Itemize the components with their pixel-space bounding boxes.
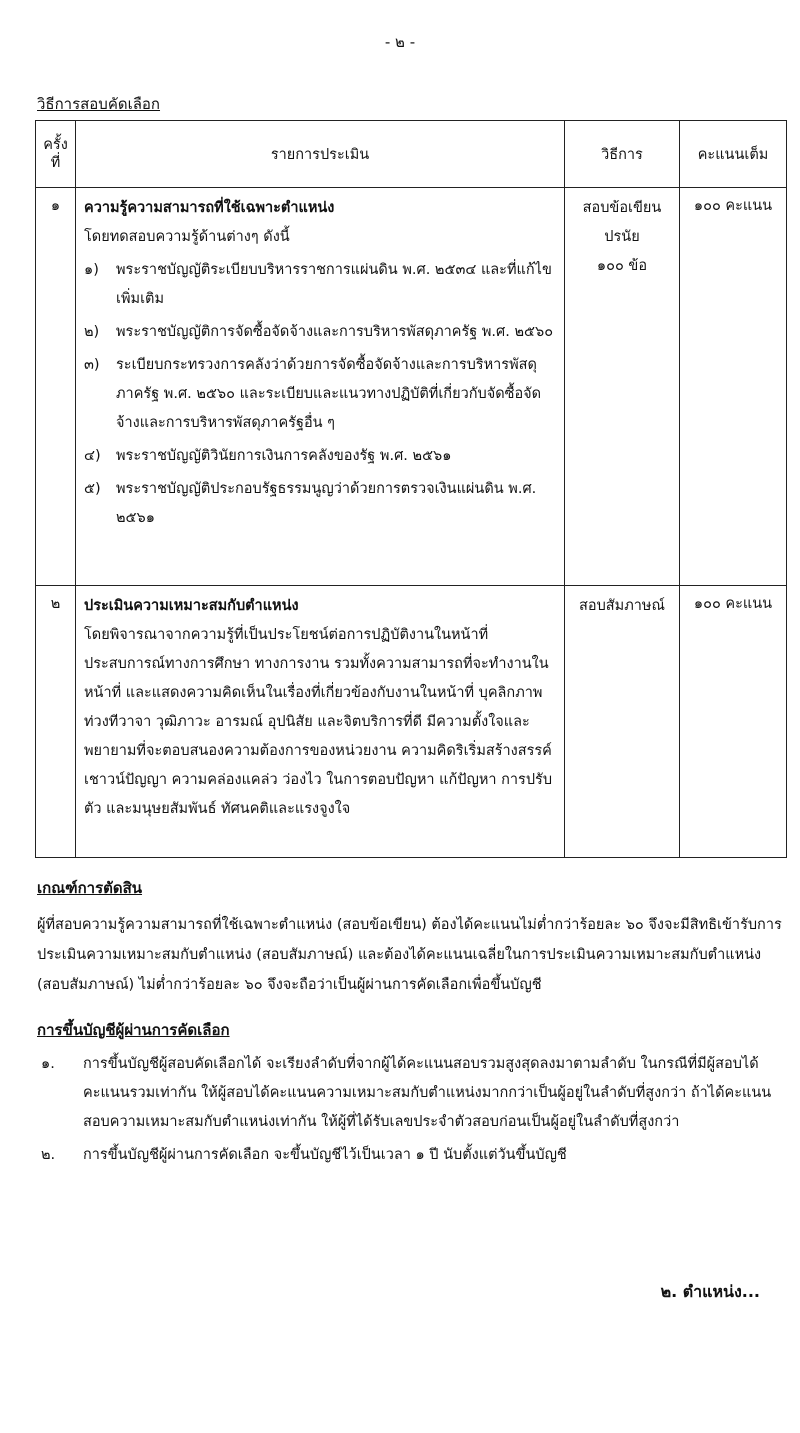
method-line: สอบข้อเขียน (582, 200, 662, 216)
list-item (84, 318, 556, 347)
list-item (84, 442, 556, 471)
list-item (37, 1141, 789, 1170)
table-row (36, 188, 787, 586)
section-heading-criteria: เกณฑ์การตัดสิน (37, 879, 143, 897)
list-item-text: พระราชบัญญัติวินัยการเงินการคลังของรัฐ พ.ศ. ๒๕๖๑ (116, 448, 452, 464)
list-item-text: พระราชบัญญัติประกอบรัฐธรรมนูญว่าด้วยการตรวจเงินแผ่นดิน พ.ศ. ๒๕๖๑ (116, 481, 537, 526)
list-item-number: ๔) (84, 448, 101, 464)
list-item-text: พระราชบัญญัติการจัดซื้อจัดจ้างและการบริหารพัสดุภาครัฐ พ.ศ. ๒๕๖๐ (116, 324, 554, 340)
row-method (565, 586, 680, 858)
evaluation-table (35, 120, 787, 858)
list-item (84, 256, 556, 314)
method-line: ๑๐๐ ข้อ (596, 258, 648, 274)
section-heading-listing: การขึ้นบัญชีผู้ผ่านการคัดเลือก (37, 1021, 230, 1039)
next-page-marker: ๒. ตำแหน่ง... (660, 1282, 760, 1301)
list-item-number: ๒. (41, 1147, 56, 1163)
list-item (84, 351, 556, 438)
list-item (84, 475, 556, 533)
section-heading-selection: วิธีการสอบคัดเลือก (37, 95, 161, 113)
list-item-text: การขึ้นบัญชีผู้ผ่านการคัดเลือก จะขึ้นบัญชีไว้เป็นเวลา ๑ ปี นับตั้งแต่วันขึ้นบัญชี (83, 1147, 567, 1163)
list-item-number: ๑. (41, 1056, 55, 1072)
row-title: ความรู้ความสามารถที่ใช้เฉพาะตำแหน่ง (84, 200, 335, 216)
row-method (565, 188, 680, 586)
header-round (36, 121, 76, 188)
page-number: - ๒ - (384, 33, 416, 51)
table-header-row (36, 121, 787, 188)
list-item-text: ระเบียบกระทรวงการคลังว่าด้วยการจัดซื้อจัดจ้างและการบริหารพัสดุภาครัฐ พ.ศ. ๒๕๖๐ และระเบียบและแนวทางปฏิบัติที่เกี่ยวกับจัดซื้อจัดจ้างและการบริหารพัสดุภาครัฐอื่น ๆ (116, 357, 542, 431)
row-title: ประเมินความเหมาะสมกับตำแหน่ง (84, 598, 299, 614)
list-item-text: การขึ้นบัญชีผู้สอบคัดเลือกได้ จะเรียงลำดับที่จากผู้ได้คะแนนสอบรวมสูงสุดลงมาตามลำดับ ในกรณีที่มีผู้สอบได้คะแนนรวมเท่ากัน ให้ผู้สอบได้คะแนนความเหมาะสมกับตำแหน่งมากกว่าเป็นผู้อยู่ในลำดับที่สูงกว่า ถ้าได้คะแนนสอบความเหมาะสมกับตำแหน่งเท่ากัน ให้ผู้ที่ได้รับเลขประจำตัวสอบก่อนเป็นผู้อยู่ในลำดับที่สูงกว่า (83, 1056, 772, 1130)
row-number: ๑ (36, 188, 76, 586)
header-item: รายการประเมิน (76, 121, 565, 188)
row-score: ๑๐๐ คะแนน (680, 188, 787, 586)
table-row (36, 586, 787, 858)
header-score: คะแนนเต็ม (680, 121, 787, 188)
method-line: สอบสัมภาษณ์ (579, 598, 665, 614)
list-item-number: ๕) (84, 481, 101, 497)
list-item-text: พระราชบัญญัติระเบียบบริหารราชการแผ่นดิน พ.ศ. ๒๕๓๔ และที่แก้ไขเพิ่มเติม (116, 262, 552, 307)
row-content (76, 188, 565, 586)
row-content (76, 586, 565, 858)
list-item-number: ๑) (84, 262, 99, 278)
method-line: ปรนัย (604, 229, 640, 245)
header-method: วิธีการ (565, 121, 680, 188)
list-item-number: ๓) (84, 357, 100, 373)
row-score: ๑๐๐ คะแนน (680, 586, 787, 858)
row-number: ๒ (36, 586, 76, 858)
header-round-label: ครั้ง ที่ (43, 137, 68, 171)
row-body: โดยพิจารณาจากความรู้ที่เป็นประโยชน์ต่อการปฏิบัติงานในหน้าที่ ประสบการณ์ทางการศึกษา ทางการงาน รวมทั้งความสามารถที่จะทำงานในหน้าที่ และแสดงความคิดเห็นในเรื่องที่เกี่ยวข้องกับงานในหน้าที่ บุคลิกภาพ ท่วงทีวาจา วุฒิภาวะ อารมณ์ อุปนิสัย และจิตบริการที่ดี มีความตั้งใจและพยายามที่จะตอบสนองความต้องการของหน่วยงาน ความคิดริเริ่มสร้างสรรค์ เชาวน์ปัญญา ความคล่องแคล่ว ว่องไว ในการตอบปัญหา แก้ปัญหา การปรับตัว และมนุษยสัมพันธ์ ทัศนคติและแรงจูงใจ (84, 627, 553, 817)
list-item (37, 1050, 789, 1137)
listing-list (37, 1050, 789, 1170)
row-intro: โดยทดสอบความรู้ด้านต่างๆ ดังนี้ (84, 229, 290, 245)
list-item-number: ๒) (84, 324, 100, 340)
criteria-paragraph: ผู้ที่สอบความรู้ความสามารถที่ใช้เฉพาะตำแหน่ง (สอบข้อเขียน) ต้องได้คะแนนไม่ต่ำกว่าร้อยละ ๖๐ จึงจะมีสิทธิเข้ารับการประเมินความเหมาะสมกับตำแหน่ง (สอบสัมภาษณ์) และต้องได้คะแนนเฉลี่ยในการประเมินความเหมาะสมกับตำแหน่ง (สอบสัมภาษณ์) ไม่ต่ำกว่าร้อยละ ๖๐ จึงจะถือว่าเป็นผู้ผ่านการคัดเลือกเพื่อขึ้นบัญชี (37, 917, 782, 993)
